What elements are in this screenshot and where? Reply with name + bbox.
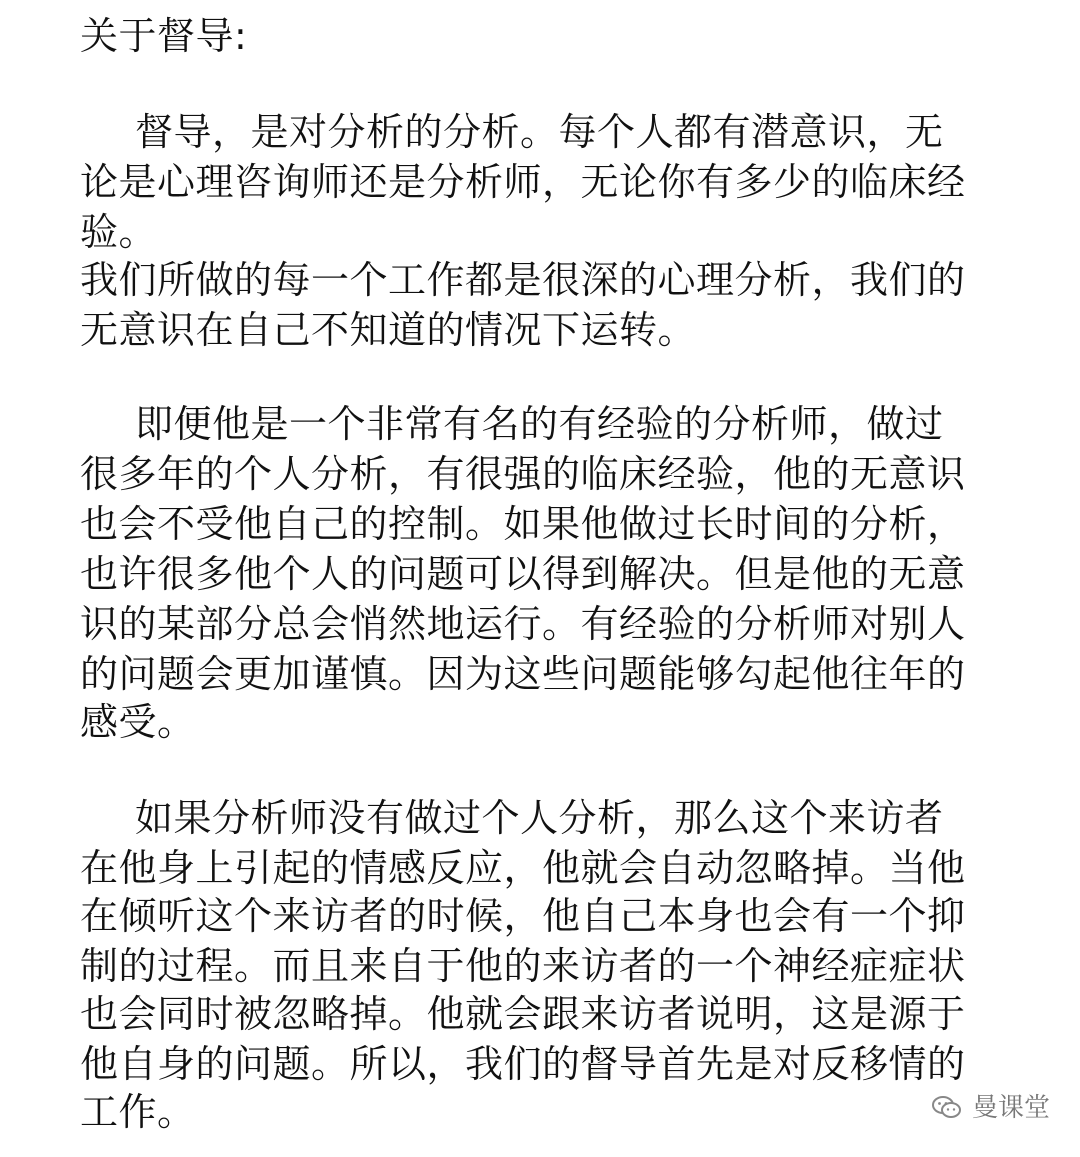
wechat-icon <box>932 1095 962 1121</box>
watermark-text: 曼课堂 <box>971 1093 1050 1123</box>
paragraph-line: 在倾听这个来访者的时候，他自己本身也会有一个抑 <box>80 894 966 938</box>
paragraph-line: 识的某部分总会悄然地运行。有经验的分析师对别人 <box>80 602 966 646</box>
watermark <box>932 1092 1050 1124</box>
document-title: 关于督导: <box>80 14 248 58</box>
paragraph-line: 工作。 <box>80 1090 196 1134</box>
paragraph-line: 无意识在自己不知道的情况下运转。 <box>80 308 697 352</box>
paragraph-line: 感受。 <box>80 700 196 744</box>
paragraph-line: 很多年的个人分析，有很强的临床经验，他的无意识 <box>80 452 966 496</box>
paragraph-line: 制的过程。而且来自于他的来访者的一个神经症症状 <box>80 944 966 988</box>
paragraph-line: 我们所做的每一个工作都是很深的心理分析，我们的 <box>80 258 966 302</box>
paragraph-line: 也许很多他个人的问题可以得到解决。但是他的无意 <box>80 552 966 596</box>
paragraph-line: 论是心理咨询师还是分析师，无论你有多少的临床经 <box>80 160 966 204</box>
paragraph-line: 也会同时被忽略掉。他就会跟来访者说明，这是源于 <box>80 992 966 1036</box>
paragraph-line: 的问题会更加谨慎。因为这些问题能够勾起他往年的 <box>80 652 966 696</box>
paragraph-line: 也会不受他自己的控制。如果他做过长时间的分析， <box>80 502 966 546</box>
paragraph-line: 如果分析师没有做过个人分析，那么这个来访者 <box>135 796 944 840</box>
paragraph-line: 验。 <box>80 210 158 254</box>
paragraph-line: 即便他是一个非常有名的有经验的分析师，做过 <box>135 402 944 446</box>
paragraph-line: 他自身的问题。所以，我们的督导首先是对反移情的 <box>80 1042 966 1086</box>
paragraph-line: 督导，是对分析的分析。每个人都有潜意识，无 <box>135 110 944 154</box>
paragraph-line: 在他身上引起的情感反应，他就会自动忽略掉。当他 <box>80 846 966 890</box>
